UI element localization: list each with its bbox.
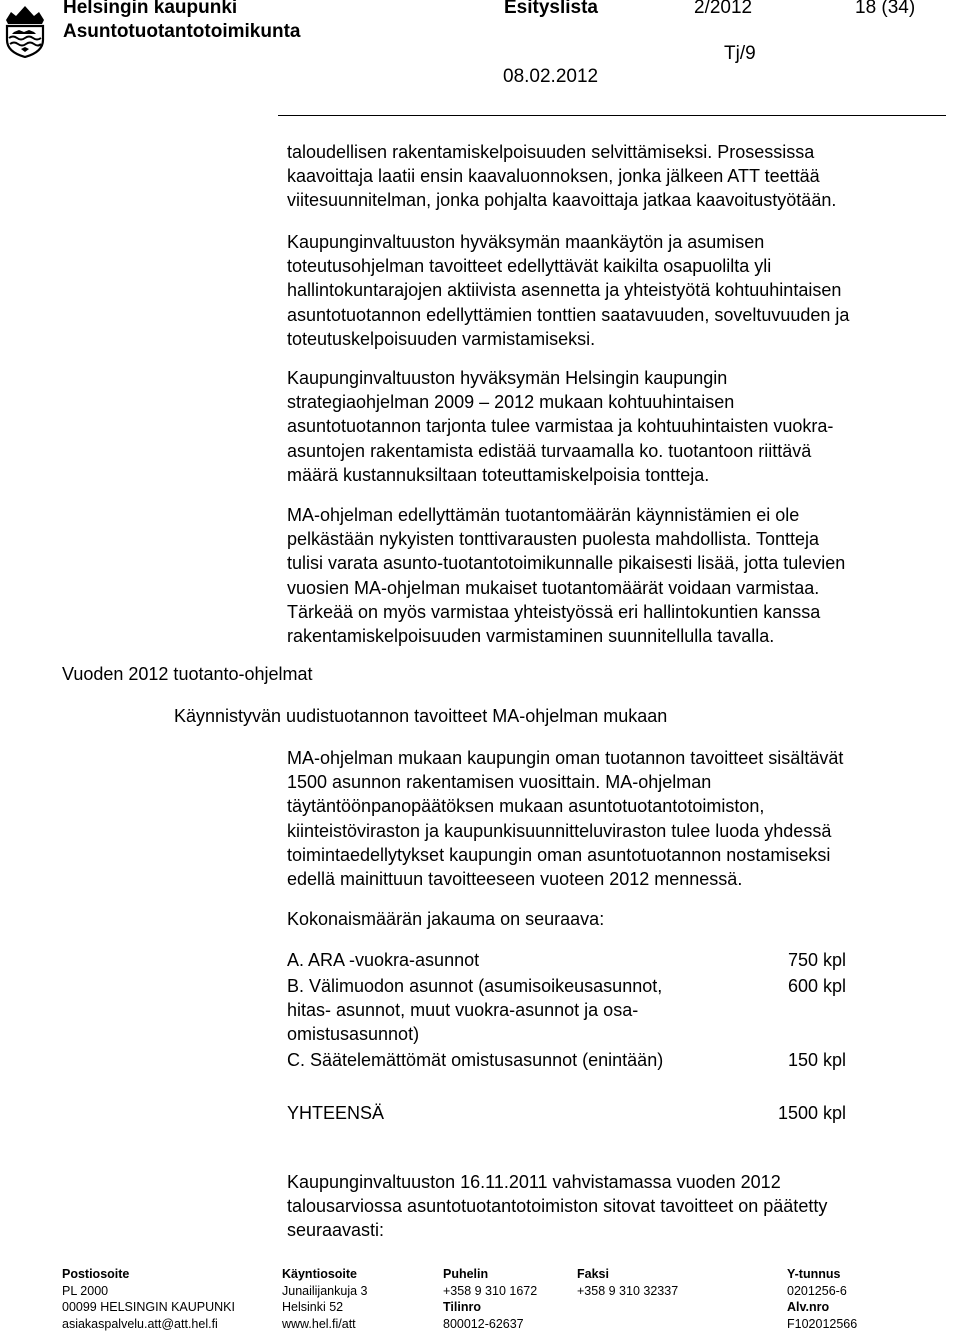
department-name: Asuntotuotantotoimikunta (63, 21, 301, 42)
text-line: kaavoittaja laatii ensin kaavaluonnoksen, jonka jälkeen ATT teettää (287, 166, 820, 187)
footer-line: F102012566 (787, 1316, 858, 1331)
paragraph-3 (287, 503, 845, 648)
text-line: tulisi varata asunto-tuotantotoimikunnalle pikaisesti lisää, jotta tulevien (287, 553, 846, 574)
text-line: rakentamiskelpoisuuden varmistaminen suunnitellulla tavalla. (287, 626, 775, 647)
helsinki-coat-of-arms-logo (2, 4, 48, 58)
page-number: 18 (34) (855, 0, 916, 18)
text-line: kiinteistöviraston ja kaupunkisuunnitteluviraston tulee luoda yhdessä (287, 820, 832, 841)
distribution-label: hitas- asunnot, muut vuokra-asunnot ja osa- (287, 1000, 639, 1021)
footer-heading: Postiosoite (62, 1267, 130, 1281)
text-line: seuraavasti: (287, 1220, 385, 1241)
text-line: Kaupunginvaltuuston hyväksymän Helsingin kaupungin (287, 368, 728, 388)
paragraph-1 (287, 230, 849, 351)
distribution-row-b (287, 974, 846, 1047)
meeting-number: 2/2012 (694, 0, 753, 18)
section-subheading: Käynnistyvän uudistuotannon tavoitteet MA-ohjelman mukaan (174, 706, 668, 726)
text-line: täytäntöönpanopäätöksen mukaan asuntotuotantotoimiston, (287, 796, 765, 817)
footer-line: +358 9 310 32337 (577, 1283, 679, 1298)
footer-email[interactable]: asiakaspalvelu.att@att.hel.fi (62, 1316, 218, 1331)
text-line: Tärkeää on myös varmistaa yhteistyössä eri hallintokuntien kanssa (287, 601, 821, 622)
text-line: vuosien MA-ohjelman mukaiset tuotantomäärät voidaan varmistaa. (287, 577, 820, 598)
total-value: 1500 kpl (777, 1103, 846, 1123)
total-label: YHTEENSÄ (287, 1103, 385, 1123)
text-line: edellä mainittuun tavoitteeseen vuoteen 2012 mennessä. (287, 869, 743, 890)
footer-line: 800012-62637 (443, 1316, 524, 1331)
footer-heading: Y-tunnus (787, 1267, 841, 1281)
distribution-value: 150 kpl (787, 1050, 846, 1070)
side-heading: Vuoden 2012 tuotanto-ohjelmat (62, 664, 313, 684)
text-line: asuntojen rakentamista edistää turvaamalla ko. tuotantoon riittävä (287, 440, 812, 461)
footer-line: Helsinki 52 (282, 1300, 344, 1315)
footer-business-id (787, 1266, 857, 1332)
distribution-label: C. Säätelemättömät omistusasunnot (enintään) (287, 1050, 664, 1070)
distribution-label: A. ARA -vuokra-asunnot (287, 950, 480, 970)
footer-line: Junailijankuja 3 (282, 1283, 368, 1298)
paragraph-4 (287, 746, 843, 891)
distribution-label: B. Välimuodon asunnot (asumisoikeusasunnot, (287, 976, 663, 996)
text-line: määrä kustannuksiltaan toteuttamiskelpoisia tontteja. (287, 464, 710, 485)
agenda-item-code: Tj/9 (724, 43, 756, 64)
text-line: asuntotuotannon edellyttämien tonttien saatavuuden, soveltuvuuden ja (287, 304, 850, 325)
footer-line: 00099 HELSINGIN KAUPUNKI (62, 1300, 235, 1315)
footer-heading: Alv.nro (787, 1300, 830, 1315)
text-line: strategiaohjelman 2009 – 2012 mukaan kohtuuhintaisen (287, 392, 735, 413)
footer-visiting-address (282, 1266, 367, 1332)
footer-heading: Tilinro (443, 1300, 481, 1315)
distribution-total-row (287, 1101, 846, 1125)
distribution-row-c (287, 1048, 846, 1072)
footer-heading: Puhelin (443, 1267, 489, 1281)
footer-heading: Faksi (577, 1267, 609, 1281)
paragraph-2 (287, 366, 833, 487)
header-divider (278, 115, 946, 116)
text-line: MA-ohjelman edellyttämän tuotantomäärän käynnistämien ei ole (287, 505, 800, 525)
distribution-intro (287, 907, 604, 931)
text-line: viitesuunnitelman, jonka pohjalta kaavoittaja jatkaa kaavoitustyötään. (287, 190, 837, 211)
footer-line: +358 9 310 1672 (443, 1283, 538, 1298)
text-line: pelkästään nykyisten tonttivarausten puolesta mahdollista. Tontteja (287, 529, 819, 550)
footer-phone (443, 1266, 537, 1332)
text-line: talousarviossa asuntotuotantotoimiston sitovat tavoitteet on päätetty (287, 1196, 828, 1217)
footer-fax (577, 1266, 678, 1299)
distribution-row-a (287, 948, 846, 972)
text-line: toteutuskelpoisuuden varmistamiseksi. (287, 328, 596, 349)
footer-heading: Käyntiosoite (282, 1267, 358, 1281)
text-line: Kokonaismäärän jakauma on seuraava: (287, 909, 605, 929)
intro-paragraph (287, 140, 836, 213)
text-line: hallintokuntarajojen aktiivista asennetta ja yhteistyötä kohtuuhintaisen (287, 280, 842, 301)
document-type: Esityslista (504, 0, 598, 18)
distribution-value: 750 kpl (787, 950, 846, 970)
footer-postal-address (62, 1266, 235, 1332)
footer-website-link[interactable]: www.hel.fi/att (282, 1316, 356, 1331)
paragraph-5 (287, 1170, 827, 1243)
distribution-label: omistusasunnot) (287, 1024, 420, 1045)
text-line: 1500 asunnon rakentamisen vuosittain. MA-ohjelman (287, 772, 712, 793)
text-line: asuntotuotannon tarjonta tulee varmistaa ja kohtuuhintaisten vuokra- (287, 416, 834, 437)
footer-line: 0201256-6 (787, 1283, 847, 1298)
text-line: Kaupunginvaltuuston 16.11.2011 vahvistamassa vuoden 2012 (287, 1172, 781, 1192)
text-line: MA-ohjelman mukaan kaupungin oman tuotannon tavoitteet sisältävät (287, 748, 844, 768)
text-line: toimintaedellytykset kaupungin oman asuntotuotannon nostamiseksi (287, 844, 831, 865)
organization-name: Helsingin kaupunki (63, 0, 238, 18)
meeting-date: 08.02.2012 (503, 66, 599, 87)
text-line: taloudellisen rakentamiskelpoisuuden selvittämiseksi. Prosessissa (287, 142, 815, 162)
footer-line: PL 2000 (62, 1283, 109, 1298)
text-line: Kaupunginvaltuuston hyväksymän maankäytön ja asumisen (287, 232, 765, 252)
distribution-value: 600 kpl (787, 976, 846, 996)
text-line: toteutusohjelman tavoitteet edellyttävät kaikilta osapuolilta yli (287, 256, 772, 277)
